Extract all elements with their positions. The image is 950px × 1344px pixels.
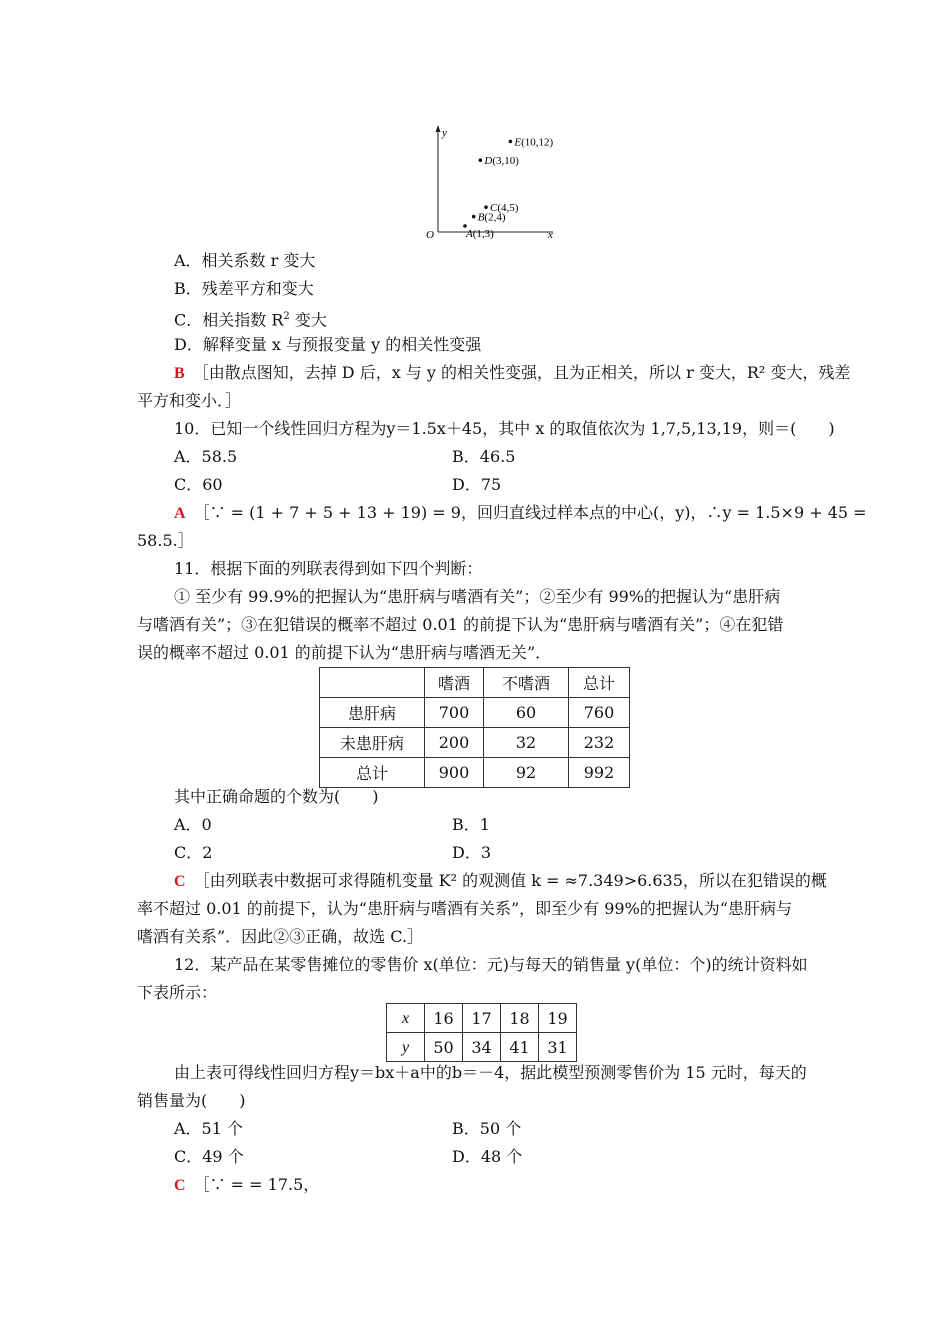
table-cell: 患肝病: [320, 698, 425, 728]
q12-option-c: C．49 个: [174, 1147, 244, 1166]
scatter-point-E: [509, 140, 513, 144]
q11-para3: 误的概率不超过 0.01 的前提下认为“患肝病与嗜酒无关”．: [137, 643, 552, 662]
q11-stem: 11．根据下面的列联表得到如下四个判断：: [174, 559, 483, 578]
scatter-label-C: C(4,5): [490, 202, 519, 215]
table-header-row: [320, 668, 630, 698]
scatter-point-B: [472, 215, 476, 219]
q10-exp-line1: ［∵ = (1 + 7 + 5 + 13 + 19) = 9，回归直线过样本点的中心(，y)，∴y = 1.5×9 + 45 =: [201, 503, 867, 522]
scatter-point-D: [479, 158, 483, 162]
q11-option-d: D．3: [452, 843, 492, 862]
q9-option-c-pre: C．相关指数 R: [174, 310, 284, 330]
table-cell: 992: [569, 758, 630, 788]
scatter-label-B: B(2,4): [477, 211, 506, 224]
q11-option-b: B．1: [452, 815, 490, 834]
table-cell: 760: [569, 698, 630, 728]
q9-explanation: [174, 363, 850, 384]
q9-exp-line1: ［由散点图知，去掉 D 后，x 与 y 的相关性变强，且为正相关，所以 r 变大，R² 变大，残差: [200, 363, 851, 382]
q10-explanation: [174, 503, 867, 524]
table-row: [320, 698, 630, 728]
q12-answer: C: [174, 1177, 186, 1194]
table-row: [320, 728, 630, 758]
table-row: [387, 1004, 577, 1033]
table-cell: 16: [425, 1004, 463, 1033]
q10-option-b: B．46.5: [452, 447, 516, 466]
table-header-cell: 不嗜酒: [484, 668, 569, 698]
q9-option-b: B．残差平方和变大: [174, 279, 314, 298]
q12-exp-line1: ［∵ = = 17.5，: [201, 1175, 320, 1194]
table-cell: 32: [484, 728, 569, 758]
table-cell: 19: [539, 1004, 577, 1033]
q11-explanation: [174, 871, 827, 892]
x-axis-label: x: [548, 229, 553, 241]
q12-line4: 销售量为( ): [137, 1091, 246, 1110]
q11-para2: 与嗜酒有关”；③在犯错误的概率不超过 0.01 的前提下认为“患肝病与嗜酒有关”；④在犯错: [137, 615, 784, 634]
table-cell: 200: [425, 728, 484, 758]
x-label: x: [401, 1010, 410, 1027]
q9-option-c: C．相关指数 $R^2$ 变大: [174, 310, 327, 330]
scatter-label-A: A(1,3): [466, 228, 494, 240]
q12-option-d: D．48 个: [452, 1147, 523, 1166]
q12-option-a: A．51 个: [174, 1119, 244, 1138]
table-row-label: [387, 1033, 425, 1062]
q10-option-d: D．75: [452, 475, 502, 494]
table-cell: 17: [463, 1004, 501, 1033]
scatter-plot: [418, 122, 568, 242]
q9-exp-line2: 平方和变小．］: [137, 391, 242, 410]
q10-option-a: A．58.5: [174, 447, 238, 466]
table-cell: 总计: [320, 758, 425, 788]
table-cell: 900: [425, 758, 484, 788]
q10-option-c: C．60: [174, 475, 223, 494]
q11-exp-line2: 率不超过 0.01 的前提下，认为“患肝病与嗜酒有关系”，即至少有 99%的把握认为“患肝病与: [137, 899, 792, 918]
table-cell: 18: [501, 1004, 539, 1033]
contingency-table: [319, 667, 630, 788]
table-cell: 92: [484, 758, 569, 788]
table-cell: 700: [425, 698, 484, 728]
q12-stem-line2: 下表所示：: [137, 983, 218, 1002]
q11-exp-line1: ［由列联表中数据可求得随机变量 K² 的观测值 k = ≈7.349>6.635，所以在犯错误的概: [201, 871, 827, 890]
q11-ask: 其中正确命题的个数为( ): [174, 787, 379, 806]
table-cell: 34: [463, 1033, 501, 1062]
table-header-cell: 嗜酒: [425, 668, 484, 698]
table-row: [320, 758, 630, 788]
origin-label: O: [426, 229, 434, 241]
q10-answer: A: [174, 505, 186, 522]
scatter-label-E: E(10,12): [514, 136, 554, 149]
q11-option-c: C．2: [174, 843, 213, 862]
table-header-cell: [320, 668, 425, 698]
q9-option-d: D．解释变量 x 与预报变量 y 的相关性变强: [174, 335, 482, 354]
q12-explanation: [174, 1175, 319, 1196]
table-cell: 232: [569, 728, 630, 758]
table-cell: 31: [539, 1033, 577, 1062]
scatter-label-D: D(3,10): [484, 155, 519, 168]
q12-stem-line1: 12．某产品在某零售摊位的零售价 x(单位：元)与每天的销售量 y(单位：个)的统计资料如: [174, 955, 808, 974]
table-cell: 50: [425, 1033, 463, 1062]
q12-option-b: B．50 个: [452, 1119, 522, 1138]
q11-para1: ① 至少有 99.9%的把握认为“患肝病与嗜酒有关”；②至少有 99%的把握认为“患肝病: [174, 587, 781, 606]
q11-exp-line3: 嗜酒有关系”．因此②③正确，故选 C.］: [137, 927, 424, 946]
table-row: [387, 1033, 577, 1062]
q10-exp-line2: 58.5.］: [137, 531, 194, 550]
q11-answer: C: [174, 873, 186, 890]
y-axis-arrow: [436, 125, 441, 132]
table-cell: 60: [484, 698, 569, 728]
table-row-label: [387, 1004, 425, 1033]
table-header-cell: 总计: [569, 668, 630, 698]
q12-line3: 由上表可得线性回归方程y＝bx＋a中的b＝－4，据此模型预测零售价为 15 元时，每天的: [174, 1063, 807, 1082]
q11-option-a: A．0: [174, 815, 212, 834]
q10-stem: 10．已知一个线性回归方程为y＝1.5x＋45，其中 x 的取值依次为 1,7,5,13,19，则＝( ): [174, 419, 835, 438]
table-cell: 41: [501, 1033, 539, 1062]
q9-answer: B: [174, 365, 185, 382]
scatter-point-C: [484, 205, 488, 209]
table-cell: 未患肝病: [320, 728, 425, 758]
y-axis-label: y: [442, 127, 447, 139]
price-sales-table: [386, 1003, 577, 1062]
y-label: y: [401, 1039, 410, 1056]
q9-option-c-post: 变大: [289, 310, 327, 330]
q9-option-a: A．相关系数 r 变大: [174, 251, 316, 270]
